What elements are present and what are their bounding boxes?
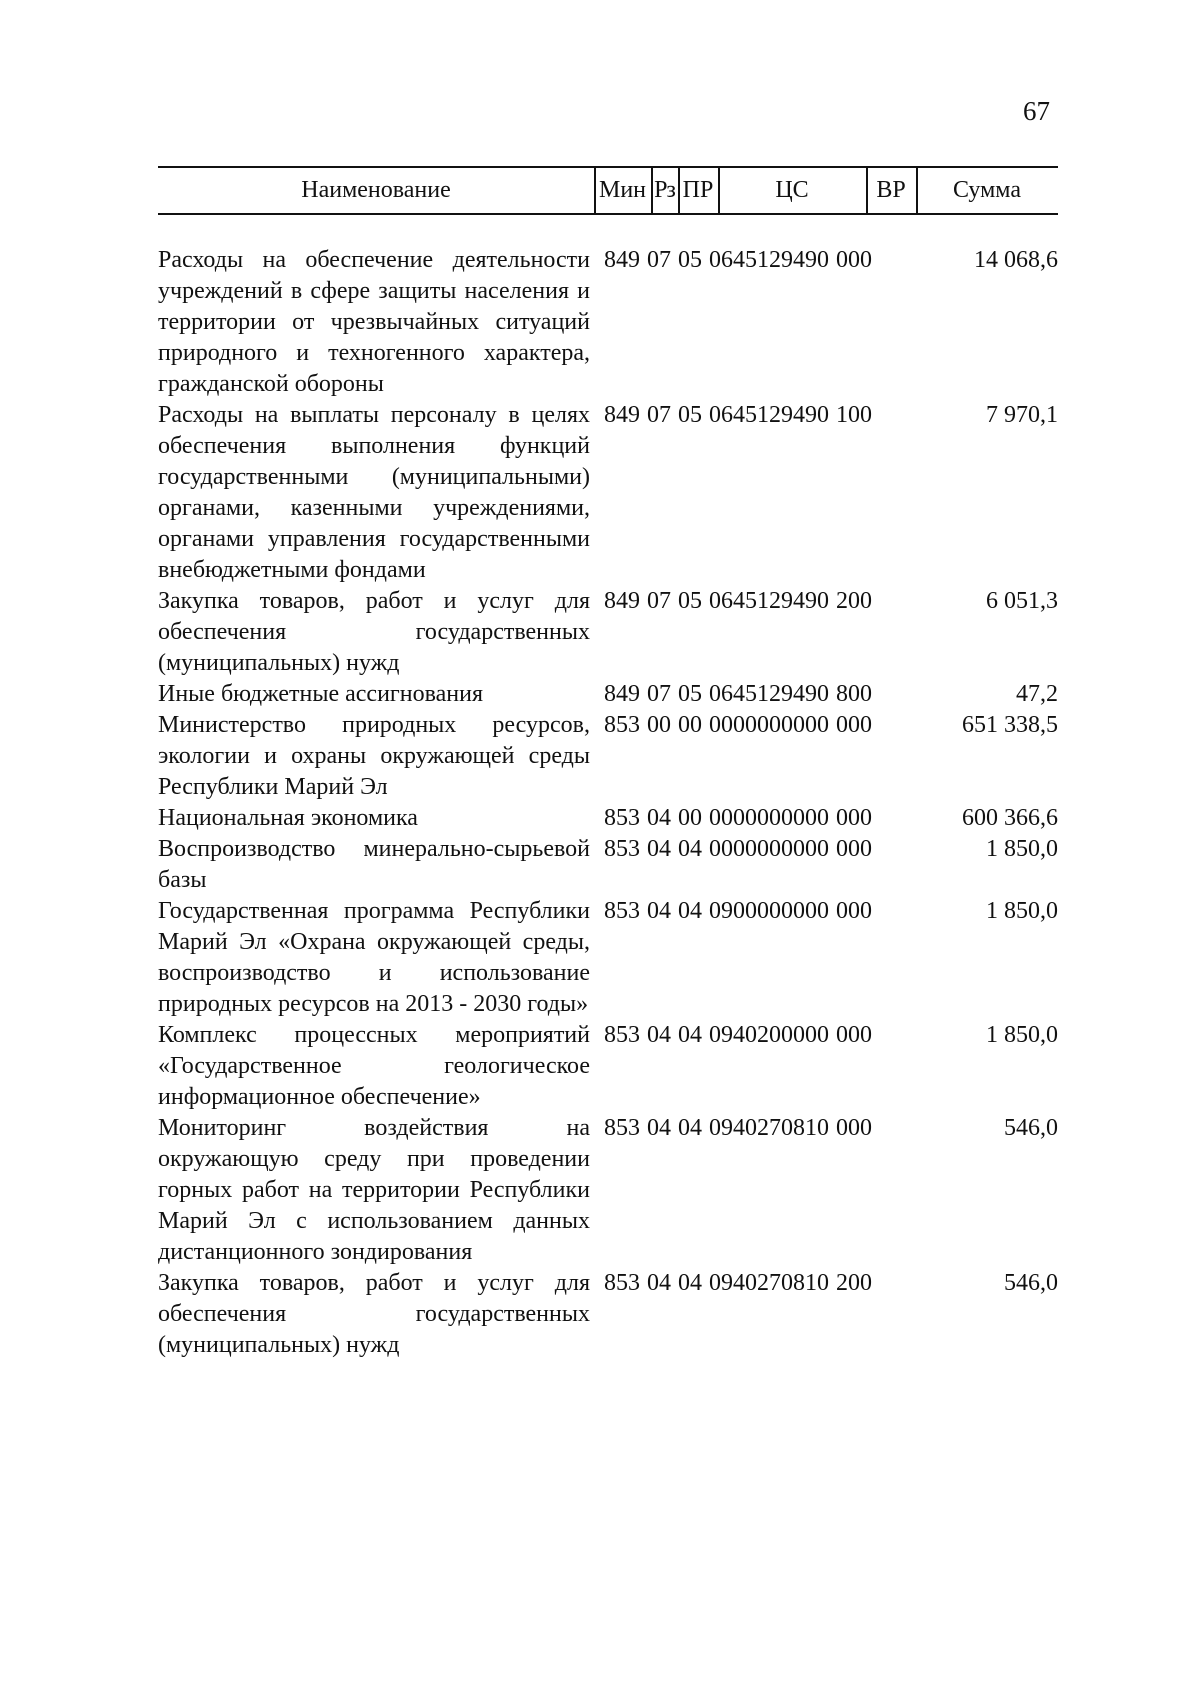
row-name: Иные бюджетные ассигнования	[158, 681, 483, 707]
table-row	[158, 400, 1058, 586]
header-divider	[916, 168, 918, 213]
row-codes: 853 04 00 0000000000 000	[604, 805, 872, 831]
row-sum: 1 850,0	[986, 898, 1058, 924]
row-codes: 849 07 05 0645129490 200	[604, 588, 872, 614]
row-sum: 14 068,6	[974, 247, 1058, 273]
row-name: Воспроизводство минерально-сырьевой базы	[158, 836, 590, 893]
budget-table	[158, 166, 1058, 1361]
row-sum: 1 850,0	[986, 1022, 1058, 1048]
row-name: Закупка товаров, работ и услуг для обеспечения государственных (муниципальных) нужд	[158, 1270, 590, 1358]
row-sum: 7 970,1	[986, 402, 1058, 428]
row-sum: 47,2	[1016, 681, 1058, 707]
table-header	[158, 166, 1058, 215]
header-vr: ВР	[876, 177, 906, 203]
row-codes: 853 00 00 0000000000 000	[604, 712, 872, 738]
table-row	[158, 803, 1058, 834]
row-sum: 546,0	[1004, 1115, 1058, 1141]
row-codes: 853 04 04 0000000000 000	[604, 836, 872, 862]
header-divider	[678, 168, 680, 213]
row-sum: 600 366,6	[962, 805, 1058, 831]
header-divider	[718, 168, 720, 213]
row-name: Министерство природных ресурсов, экологии и охраны окружающей среды Республики Марий Эл	[158, 712, 590, 800]
header-rz: Рз	[654, 177, 675, 203]
table-row	[158, 1268, 1058, 1361]
row-codes: 849 07 05 0645129490 100	[604, 402, 872, 428]
table-body	[158, 245, 1058, 1361]
row-codes: 849 07 05 0645129490 800	[604, 681, 872, 707]
header-divider	[594, 168, 596, 213]
row-name: Расходы на выплаты персоналу в целях обеспечения выполнения функций государственными (муниципальными) органами, казенными учреждениями, органами управления государственными внебюджетными фондами	[158, 402, 590, 583]
header-pr: ПР	[682, 177, 714, 203]
table-row	[158, 834, 1058, 896]
header-divider	[651, 168, 653, 213]
header-name: Наименование	[301, 177, 451, 203]
header-cs: ЦС	[775, 177, 809, 203]
row-sum: 651 338,5	[962, 712, 1058, 738]
row-codes: 853 04 04 0940270810 200	[604, 1270, 872, 1296]
table-row	[158, 586, 1058, 679]
table-row	[158, 679, 1058, 710]
row-codes: 853 04 04 0940270810 000	[604, 1115, 872, 1141]
row-name: Государственная программа Республики Марий Эл «Охрана окружающей среды, воспроизводство и использование природных ресурсов на 2013 - 2030 годы»	[158, 898, 590, 1017]
row-codes: 849 07 05 0645129490 000	[604, 247, 872, 273]
table-row	[158, 710, 1058, 803]
header-divider	[866, 168, 868, 213]
page-number: 67	[1023, 96, 1050, 126]
header-min: Мин	[598, 177, 647, 203]
row-sum: 546,0	[1004, 1270, 1058, 1296]
row-name: Расходы на обеспечение деятельности учреждений в сфере защиты населения и территории от чрезвычайных ситуаций природного и техногенного характера, гражданской обороны	[158, 247, 590, 397]
row-codes: 853 04 04 0940200000 000	[604, 1022, 872, 1048]
table-row	[158, 1020, 1058, 1113]
table-row	[158, 245, 1058, 400]
row-codes: 853 04 04 0900000000 000	[604, 898, 872, 924]
header-sum: Сумма	[953, 177, 1021, 203]
table-row	[158, 1113, 1058, 1268]
row-name: Мониторинг воздействия на окружающую среду при проведении горных работ на территории Республики Марий Эл с использованием данных дистанционного зондирования	[158, 1115, 590, 1265]
row-sum: 1 850,0	[986, 836, 1058, 862]
table-row	[158, 896, 1058, 1020]
row-name: Национальная экономика	[158, 805, 418, 831]
row-sum: 6 051,3	[986, 588, 1058, 614]
row-name: Закупка товаров, работ и услуг для обеспечения государственных (муниципальных) нужд	[158, 588, 590, 676]
row-name: Комплекс процессных мероприятий «Государственное геологическое информационное обеспечение»	[158, 1022, 590, 1110]
